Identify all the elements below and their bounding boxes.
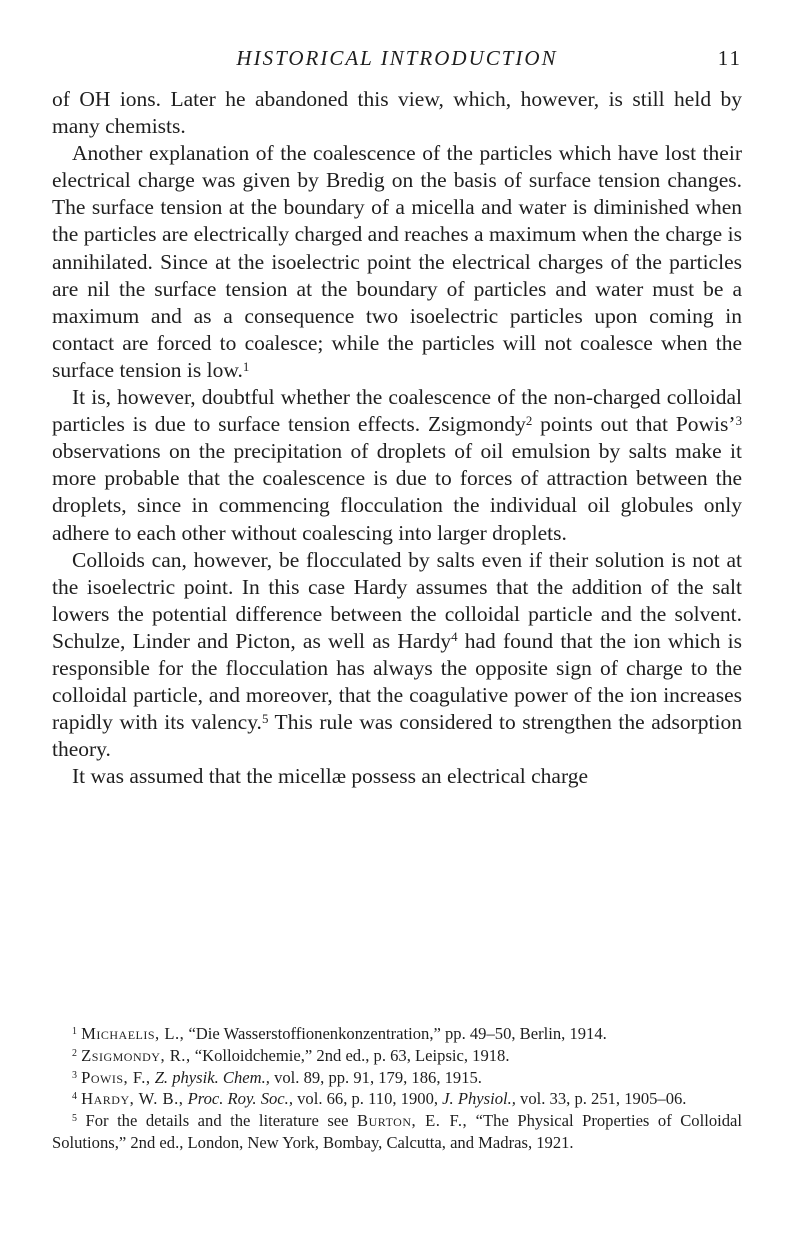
paragraph-1: of OH ions. Later he abandoned this view, which, however, is still held by many chemists. (52, 87, 742, 139)
footnote-ref: 3 (735, 413, 743, 428)
footnote-1: $^1$ Michaelis, L., “Die Wasserstoffionenkonzentration,” pp. 49–50, Berlin, 1914. (72, 1024, 607, 1043)
paragraph-5: It was assumed that the micellæ possess an electrical charge (72, 764, 589, 789)
paragraph-4: Colloids can, however, be flocculated by salts even if their solution is not at the isoelectric point. In this case Hardy assumes that the addition of the salt lowers the potential difference between the colloidal particle and the solvent. Schulze, Linder and Picton, as well as Hardy$^4$ had found that the ion which is responsible for the flocculation has always the opposite sign of charge to the colloidal particle, and moreover, that the coagulative power of the ion increases rapidly with its valency.$^5$ This rule was considered to strengthen the adsorption theory. (52, 547, 742, 762)
page-header (52, 46, 742, 86)
footnote-ref: 1 (242, 359, 250, 374)
body-text (52, 86, 742, 790)
footnote-ref: 2 (525, 413, 533, 428)
page-number: 11 (717, 46, 742, 70)
paragraph-3: It is, however, doubtful whether the coalescence of the non-charged colloidal particles is due to surface tension effects. Zsigmondy$^2$ points out that Powis’$^3$ observations on the precipitation of droplets of oil emulsion by salts make it more probable that the coalescence is due to forces of attraction between the droplets, since in commencing flocculation the individual oil globules only adhere to each other without coalescing into larger droplets. (52, 385, 743, 545)
footnote-5: $^5$ For the details and the literature see Burton, E. F., “The Physical Properties of Colloidal Solutions,” 2nd ed., London, New York, Bombay, Calcutta, and Madras, 1921. (52, 1111, 743, 1152)
footnote-ref: 4 (451, 630, 458, 645)
footnote-4: $^4$ Hardy, W. B., Proc. Roy. Soc., vol. 66, p. 110, 1900, J. Physiol., vol. 33, p. 251, 1905–06. (72, 1089, 687, 1109)
footnote-3: $^3$ Powis, F., Z. physik. Chem., vol. 89, pp. 91, 179, 186, 1915. (72, 1067, 482, 1087)
running-title: HISTORICAL INTRODUCTION (236, 46, 558, 70)
footnote-2: $^2$ Zsigmondy, R., “Kolloidchemie,” 2nd ed., p. 63, Leipsic, 1918. (72, 1045, 510, 1065)
paragraph-2: Another explanation of the coalescence of the particles which have lost their electrical charge was given by Bredig on the basis of surface tension changes. The surface tension at the boundary of a micella and water is diminished when the particles are electrically charged and reaches a maximum when the charge is annihilated. Since at the isoelectric point the electrical charges of the particles are nil the surface tension at the boundary of particles and water must be a maximum and as a consequence two isoelectric particles upon coming in contact are forced to coalesce; while the particles will not coalesce when the surface tension is low.$^1$ (52, 141, 742, 382)
footnote-ref: 5 (261, 711, 269, 726)
footnotes (52, 1023, 742, 1154)
